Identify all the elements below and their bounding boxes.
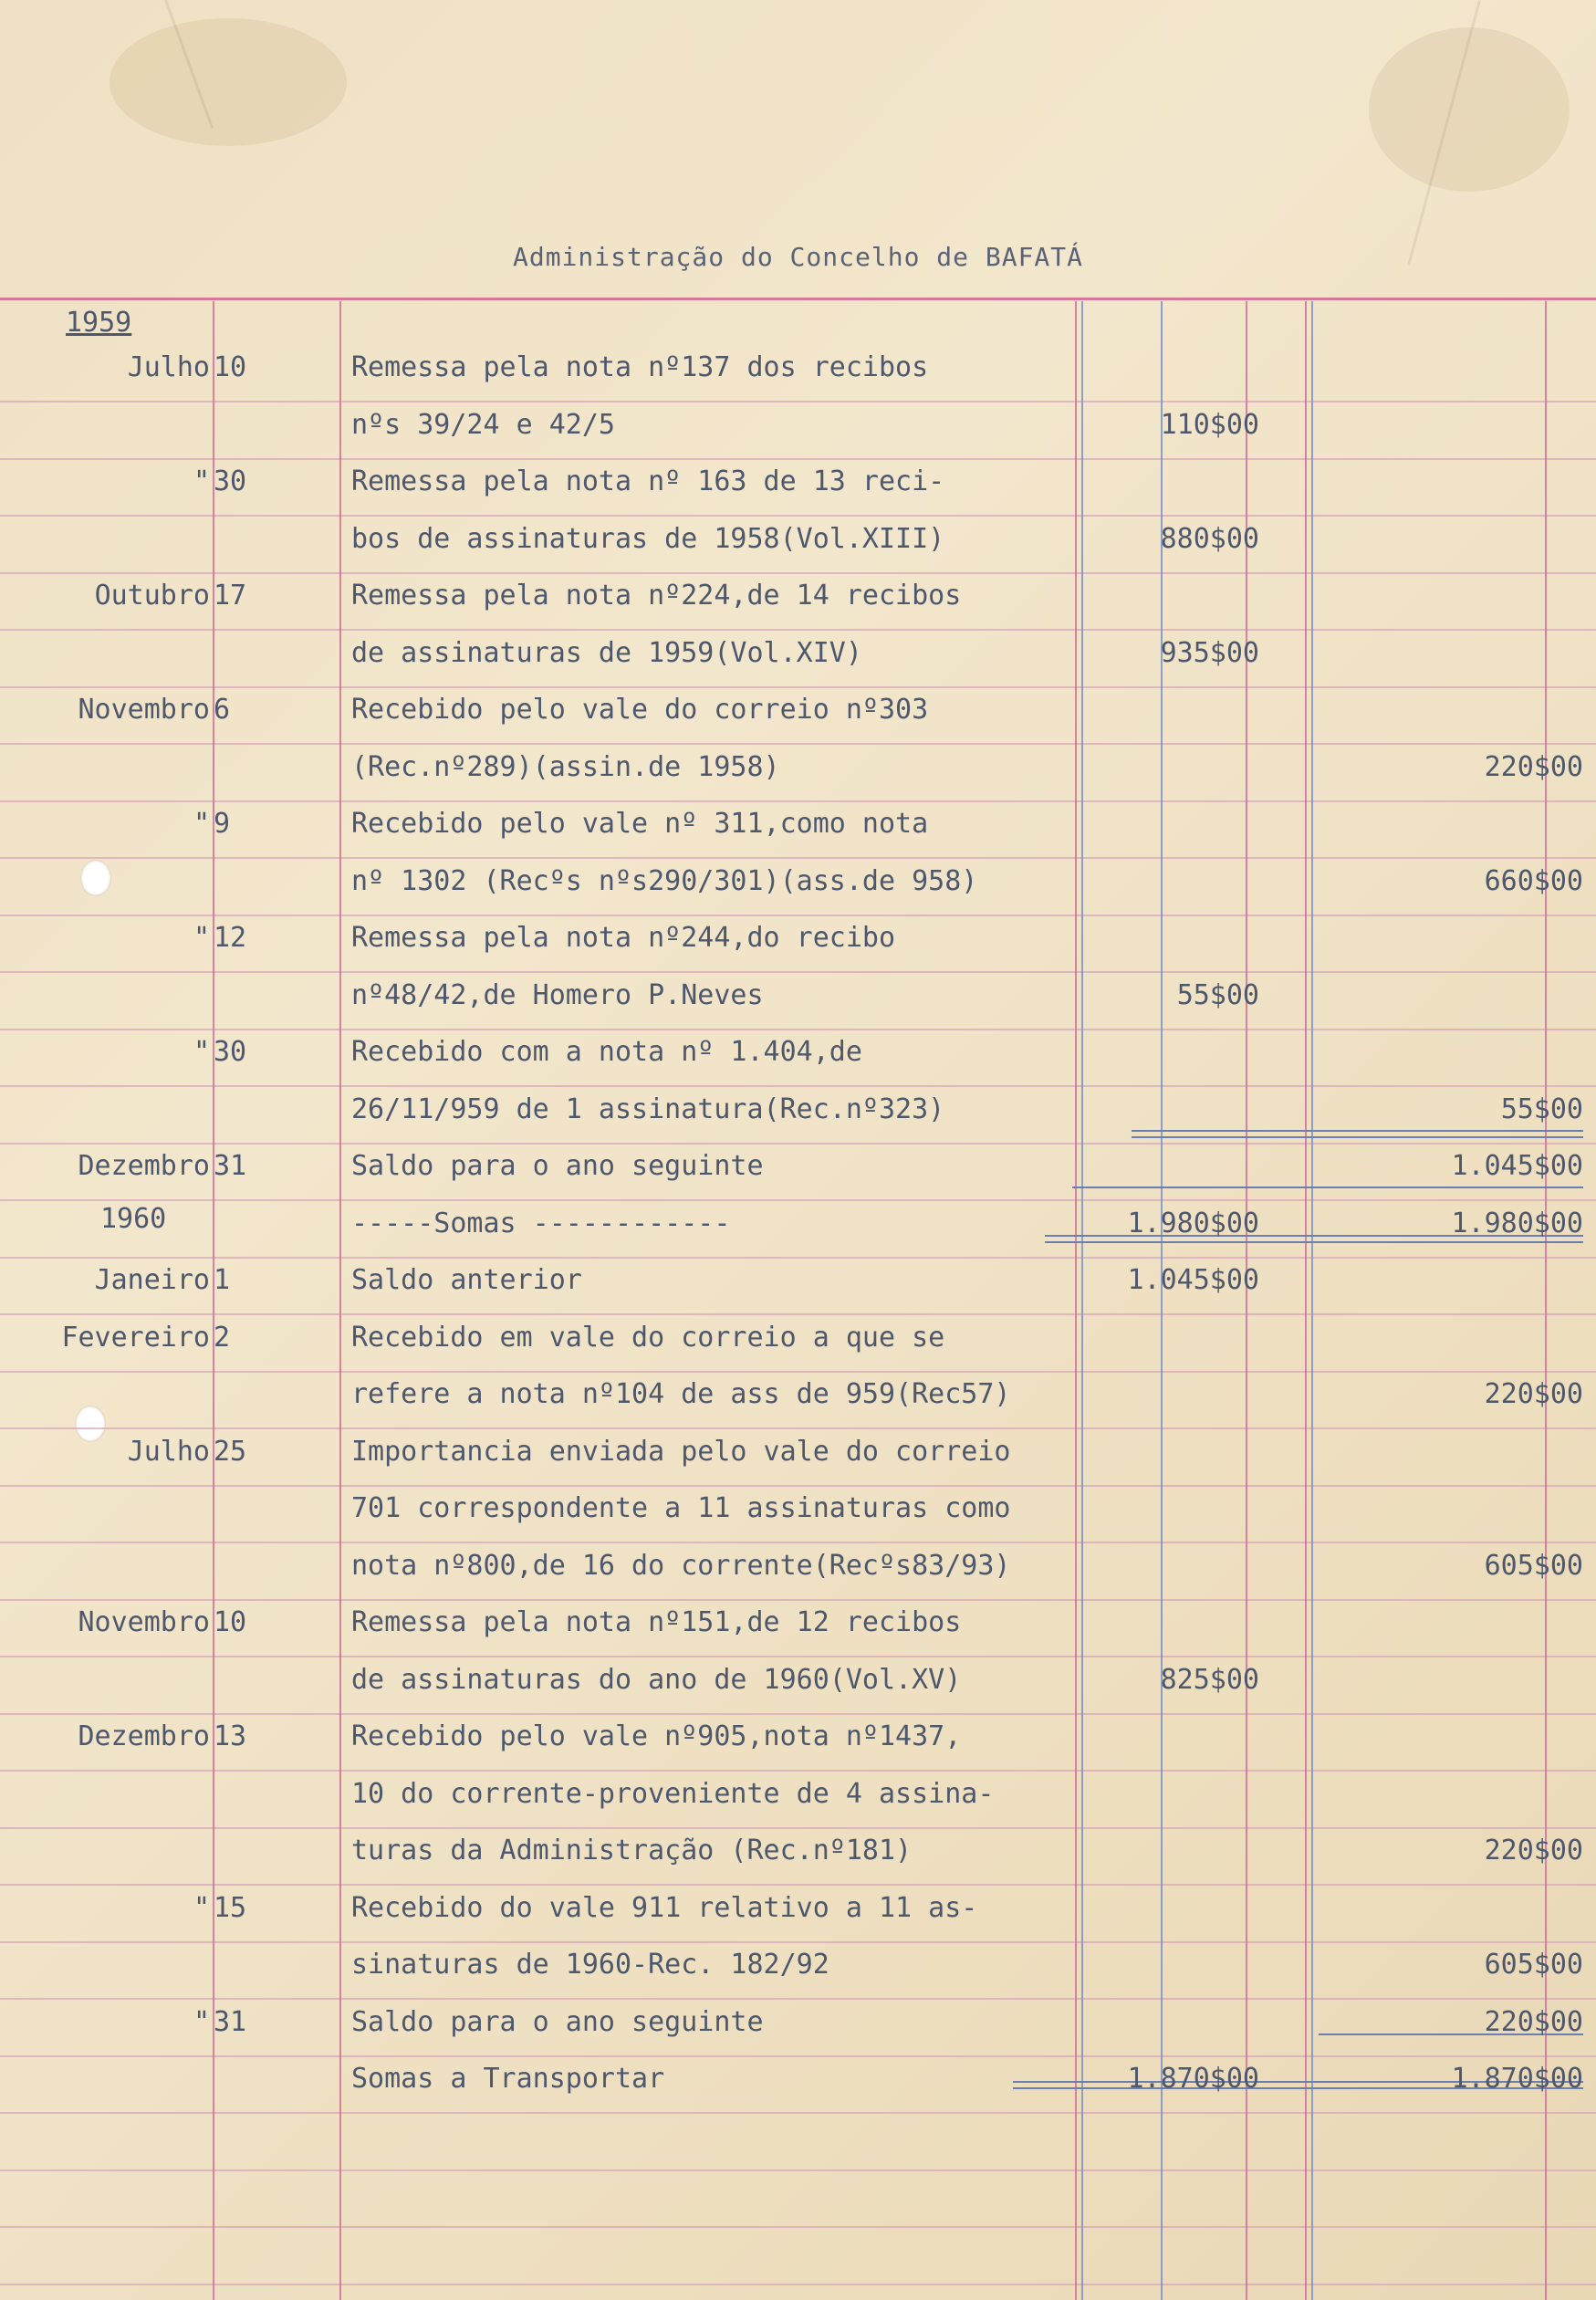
ledger-row [0,1150,1596,1207]
entry-credit: 1.045$00 [1451,1150,1583,1182]
entry-description: 26/11/959 de 1 assinatura(Rec.nº323) [351,1092,945,1125]
paper-stain [110,18,347,146]
page-title: Administração do Concelho de BAFATÁ [512,242,1083,272]
entry-description: (Rec.nº289)(assin.de 1958) [351,750,780,783]
header-rule [0,298,1596,300]
entry-description: Remessa pela nota nº 163 de 13 reci- [351,465,945,497]
ruled-line [0,2284,1596,2285]
entry-description: Recebido com a nota nº 1.404,de [351,1036,862,1068]
ledger-row [0,1093,1596,1150]
entry-credit: 660$00 [1484,864,1583,897]
entry-month: " [193,465,210,497]
entry-credit: 220$00 [1484,1835,1583,1866]
entry-debit: 1.980$00 [1127,1207,1259,1239]
entry-description: Recebido do vale 911 relativo a 11 as- [351,1891,978,1924]
entry-description: Remessa pela nota nº137 dos recibos [351,351,929,383]
entry-day: 1 [214,1264,231,1296]
ledger-row [0,1835,1596,1891]
ledger-row [0,1720,1596,1777]
entry-debit: 1.045$00 [1127,1264,1259,1296]
ledger-row [0,351,1596,408]
entry-description: Recebido pelo vale do correio nº303 [351,694,929,726]
ledger-row [0,637,1596,694]
ledger-row [0,1436,1596,1492]
entry-day: 25 [214,1435,247,1468]
entry-month: " [193,808,210,840]
entry-month: " [193,1891,210,1924]
entry-credit: 55$00 [1500,1092,1583,1125]
year-heading-1960: 1960 [100,1203,167,1235]
entry-description: Saldo para o ano seguinte [351,2005,764,2038]
ledger-row [0,865,1596,922]
ledger-row [0,1264,1596,1321]
entry-month: Outubro [94,580,210,612]
ledger-row [0,409,1596,465]
entry-day: 30 [214,465,247,497]
entry-description: Recebido em vale do correio a que se [351,1321,945,1354]
ledger-row [0,922,1596,978]
entry-debit: 55$00 [1176,978,1259,1011]
entry-credit: 1.980$00 [1451,1207,1583,1239]
entry-description: de assinaturas do ano de 1960(Vol.XV) [351,1663,962,1696]
entry-credit: 220$00 [1484,2005,1583,2038]
entry-description: sinaturas de 1960-Rec. 182/92 [351,1949,829,1981]
year-heading-1959: 1959 [66,307,132,339]
ledger-row [0,694,1596,750]
entry-month: " [193,922,210,954]
ledger-row [0,751,1596,808]
ledger-row [0,2006,1596,2063]
entry-description: Saldo anterior [351,1264,582,1296]
ledger-row [0,1550,1596,1606]
entry-month: Janeiro [94,1264,210,1296]
entry-description: de assinaturas de 1959(Vol.XIV) [351,636,862,669]
entry-description: Remessa pela nota nº244,do recibo [351,922,896,954]
entry-day: 12 [214,922,247,954]
entry-day: 17 [214,580,247,612]
entry-description: refere a nota nº104 de ass de 959(Rec57) [351,1378,1011,1410]
entry-description: nota nº800,de 16 do corrente(Recºs83/93) [351,1549,1011,1582]
ruled-line [0,2169,1596,2171]
ledger-row [0,1208,1596,1264]
ledger-row [0,465,1596,522]
ledger-row [0,523,1596,580]
entry-day: 10 [214,1606,247,1638]
ledger-row [0,580,1596,636]
entry-description: nºs 39/24 e 42/5 [351,408,615,441]
entry-day: 6 [214,694,231,726]
paper-stain [1369,27,1570,192]
entry-description: Remessa pela nota nº151,de 12 recibos [351,1606,962,1638]
entry-description: 10 do corrente-proveniente de 4 assina- [351,1777,995,1810]
entry-description: -----Somas ------------ [351,1207,731,1239]
entry-day: 9 [214,808,231,840]
entry-month: Novembro [78,1606,210,1638]
entry-description: Recebido pelo vale nº 311,como nota [351,808,929,840]
entry-credit: 220$00 [1484,1378,1583,1410]
entry-credit: 605$00 [1484,1549,1583,1582]
entry-day: 31 [214,2005,247,2038]
ledger-row [0,1322,1596,1378]
entry-month: Dezembro [78,1720,210,1752]
entry-month: Fevereiro [61,1321,210,1354]
entry-day: 2 [214,1321,231,1354]
entry-description: 701 correspondente a 11 assinaturas como [351,1492,1011,1524]
ledger-row [0,1892,1596,1949]
entry-description: Importancia enviada pelo vale do correio [351,1435,1011,1468]
ledger-row [0,979,1596,1036]
entry-description: Recebido pelo vale nº905,nota nº1437, [351,1720,962,1752]
entry-credit: 1.870$00 [1451,2063,1583,2095]
ledger-row [0,1036,1596,1092]
ledger-row [0,1606,1596,1663]
entry-description: turas da Administração (Rec.nº181) [351,1835,913,1866]
entry-debit: 110$00 [1160,408,1259,441]
entry-month: Dezembro [78,1150,210,1182]
ledger-row [0,808,1596,864]
entry-credit: 605$00 [1484,1949,1583,1981]
entry-description: nº48/42,de Homero P.Neves [351,978,764,1011]
ledger-row [0,1492,1596,1549]
entry-debit: 935$00 [1160,636,1259,669]
ledger-row [0,2063,1596,2119]
entry-month: Novembro [78,694,210,726]
ledger-row [0,1378,1596,1435]
entry-description: bos de assinaturas de 1958(Vol.XIII) [351,522,945,555]
ruled-line [0,2226,1596,2228]
entry-description: Somas a Transportar [351,2063,665,2095]
entry-description: nº 1302 (Recºs nºs290/301)(ass.de 958) [351,864,978,897]
entry-month: " [193,2005,210,2038]
entry-credit: 220$00 [1484,750,1583,783]
entry-month: " [193,1036,210,1068]
entry-debit: 825$00 [1160,1663,1259,1696]
ledger-row [0,1778,1596,1835]
entry-day: 13 [214,1720,247,1752]
entry-day: 30 [214,1036,247,1068]
entry-day: 15 [214,1891,247,1924]
entry-debit: 880$00 [1160,522,1259,555]
ledger-row [0,1949,1596,2005]
ledger-row [0,1664,1596,1720]
entry-month: Julho [127,1435,210,1468]
entry-day: 31 [214,1150,247,1182]
entry-description: Saldo para o ano seguinte [351,1150,764,1182]
entry-description: Remessa pela nota nº224,de 14 recibos [351,580,962,612]
entry-debit: 1.870$00 [1127,2063,1259,2095]
entry-day: 10 [214,351,247,383]
entry-month: Julho [127,351,210,383]
